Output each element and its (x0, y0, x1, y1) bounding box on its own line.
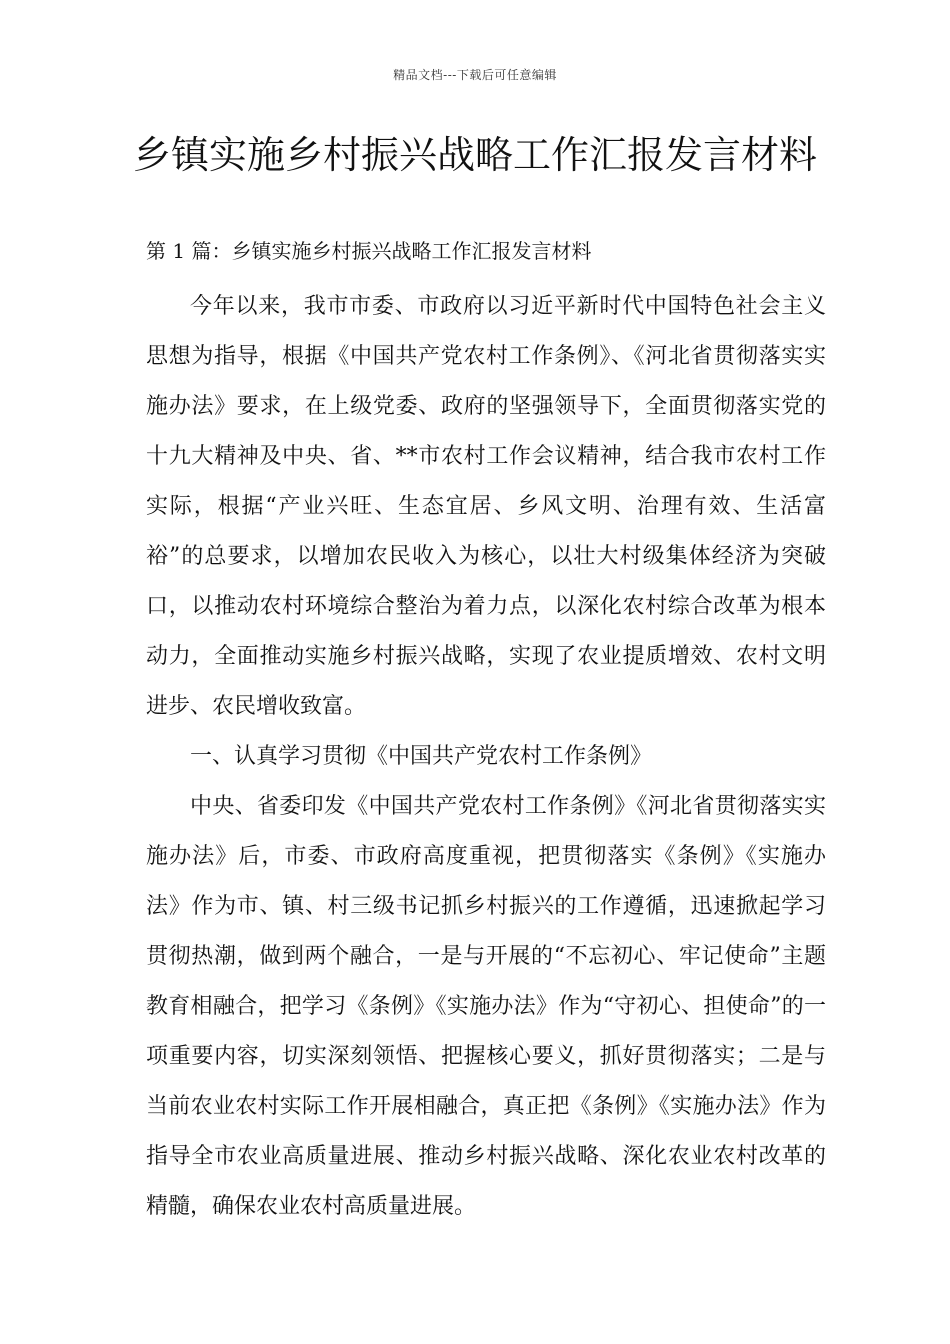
section-subheading: 第 1 篇：乡镇实施乡村振兴战略工作汇报发言材料 (146, 239, 592, 263)
section-heading-1: 一、认真学习贯彻《中国共产党农村工作条例》 (190, 744, 653, 769)
document-title: 乡镇实施乡村振兴战略工作汇报发言材料 (132, 133, 817, 177)
paragraph-section-1: 中央、省委印发《中国共产党农村工作条例》《河北省贯彻落实实施办法》后，市委、市政府高度重视，把贯彻落实《条例》《实施办法》作为市、镇、村三级书记抓乡村振兴的工作遵循，迅速掀起学习贯彻热潮，做到两个融合，一是与开展的“不忘初心、牢记使命”主题教育相融合，把学习《条例》《实施办法》作为“守初心、担使命”的一项重要内容，切实深刻领悟、把握核心要义，抓好贯彻落实；二是与当前农业农村实际工作开展相融合，真正把《条例》《实施办法》作为指导全市农业高质量进展、推动乡村振兴战略、深化农业农村改革的精髓，确保农业农村高质量进展。 (146, 794, 826, 1219)
paragraph-intro: 今年以来，我市市委、市政府以习近平新时代中国特色社会主义思想为指导，根据《中国共产党农村工作条例》、《河北省贯彻落实实施办法》要求，在上级党委、政府的坚强领导下，全面贯彻落实党的十九大精神及中央、省、**市农村工作会议精神，结合我市农村工作实际，根据“产业兴旺、生态宜居、乡风文明、治理有效、生活富裕”的总要求，以增加农民收入为核心，以壮大村级集体经济为突破口，以推动农村环境综合整治为着力点，以深化农村综合改革为根本动力，全面推动实施乡村振兴战略，实现了农业提质增效、农村文明进步、农民增收致富。 (146, 294, 826, 719)
header-note: 精品文档---下载后可任意编辑 (393, 68, 557, 82)
